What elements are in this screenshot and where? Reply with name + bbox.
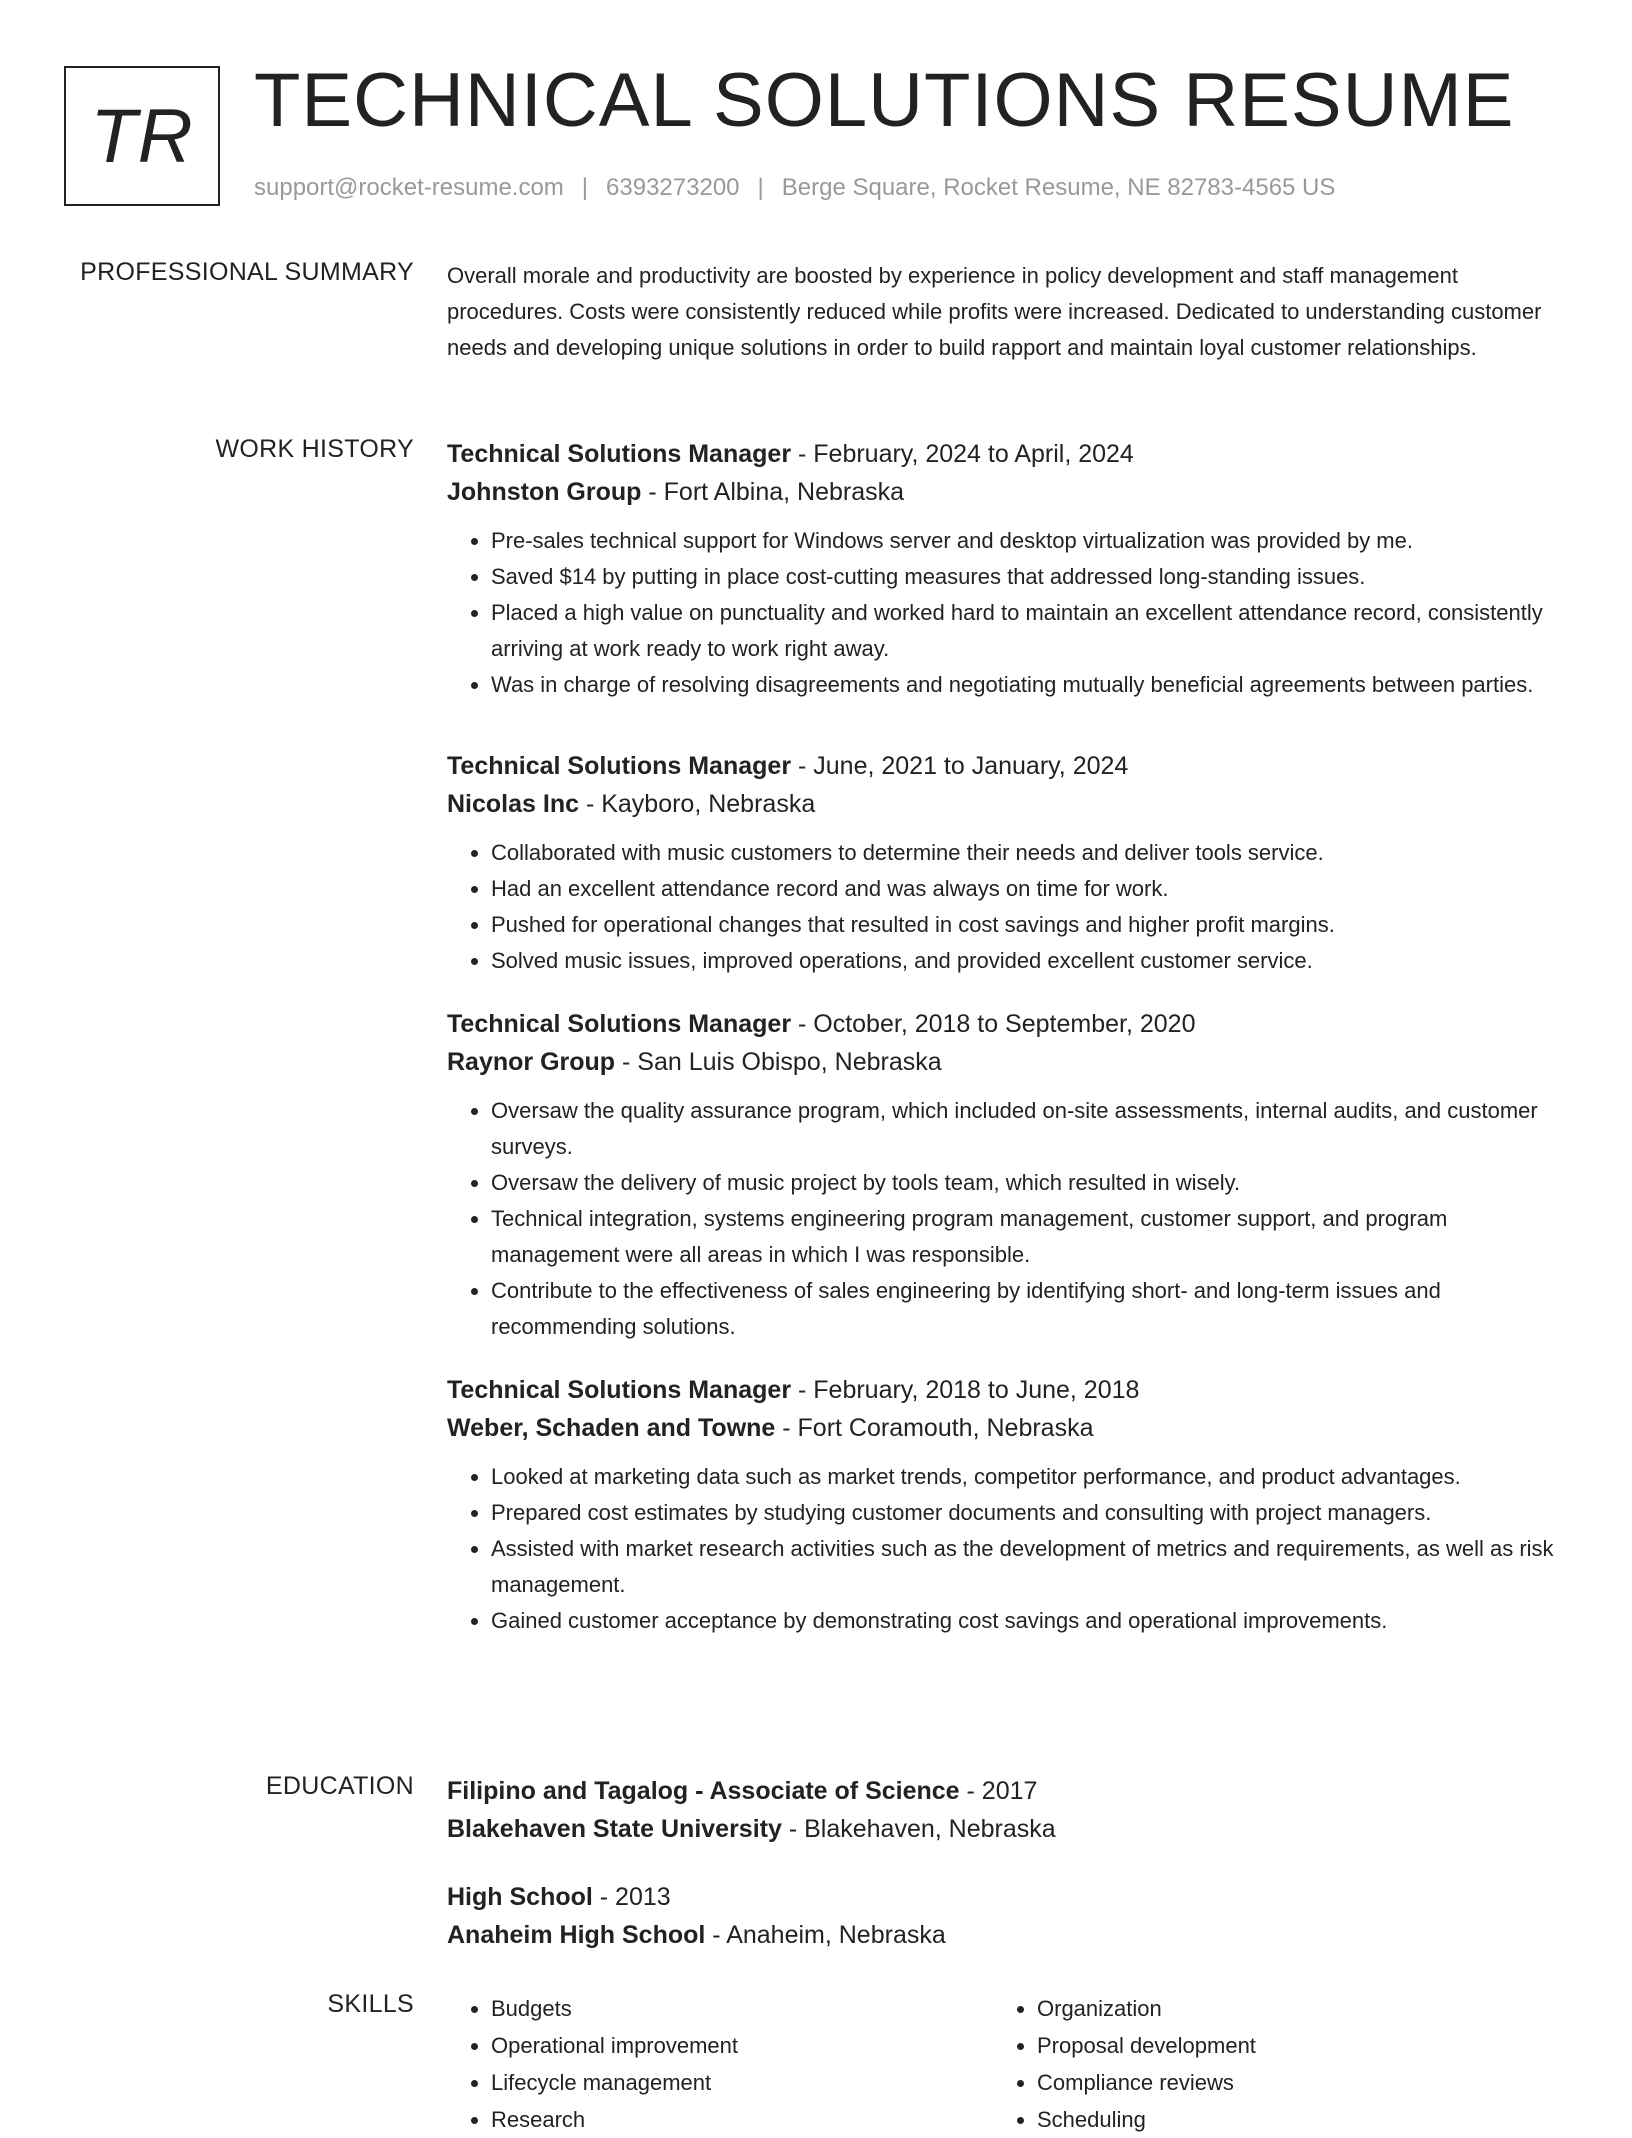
job-bullet: • Collaborated with music customers to determine their needs and deliver tools service. [491, 835, 1567, 871]
job-bullet: • Oversaw the delivery of music project by tools team, which resulted in wisely. [491, 1165, 1567, 1201]
edu-year: - 2013 [592, 1883, 671, 1911]
jobs-list [447, 435, 1567, 1665]
section-label-education: EDUCATION [265, 1772, 414, 1800]
skill-item: • Research [491, 2101, 997, 2138]
job-company: Weber, Schaden and Towne [447, 1414, 776, 1442]
skill-item: • Scheduling [1037, 2101, 1543, 2138]
job-dates: - June, 2021 to January, 2024 [791, 752, 1129, 780]
job-company-line [447, 473, 1567, 511]
skill-item: • Budgets [491, 1990, 997, 2027]
contact-address: Berge Square, Rocket Resume, NE 82783-4565 US [781, 174, 1336, 201]
job-entry [447, 747, 1567, 979]
contact-email: support@rocket-resume.com [254, 174, 564, 201]
job-location: - Fort Coramouth, Nebraska [775, 1414, 1094, 1442]
job-bullet: • Oversaw the quality assurance program, which included on-site assessments, internal audits, and customer surveys. [491, 1093, 1567, 1165]
edu-degree-line [447, 1878, 1567, 1916]
job-company: Raynor Group [447, 1048, 616, 1076]
job-bullet: • Saved $14 by putting in place cost-cutting measures that addressed long-standing issues. [491, 559, 1567, 595]
section-label-summary: PROFESSIONAL SUMMARY [80, 258, 414, 286]
skill-item: • Compliance reviews [1037, 2064, 1543, 2101]
job-company: Nicolas Inc [447, 790, 579, 818]
edu-degree: Filipino and Tagalog - Associate of Science [447, 1777, 960, 1805]
job-dates: - October, 2018 to September, 2020 [791, 1010, 1196, 1038]
edu-degree-line [447, 1772, 1567, 1810]
edu-location: - Blakehaven, Nebraska [781, 1815, 1056, 1843]
job-title: Technical Solutions Manager [447, 752, 792, 780]
skills-column [447, 1990, 997, 2138]
resume-title: TECHNICAL SOLUTIONS RESUME [254, 58, 1515, 143]
skill-item: • Lifecycle management [491, 2064, 997, 2101]
job-bullet: • Gained customer acceptance by demonstrating cost savings and operational improvements. [491, 1603, 1567, 1639]
job-title-line [447, 747, 1567, 785]
job-title-line [447, 435, 1567, 473]
edu-location: - Anaheim, Nebraska [705, 1921, 946, 1949]
job-bullet: • Solved music issues, improved operations, and provided excellent customer service. [491, 943, 1567, 979]
job-location: - Fort Albina, Nebraska [641, 478, 905, 506]
skill-item: • Operational improvement [491, 2027, 997, 2064]
contact-separator: | [581, 174, 589, 201]
edu-school: Anaheim High School [447, 1921, 706, 1949]
section-label-skills: SKILLS [327, 1990, 414, 2018]
skill-item: • Proposal development [1037, 2027, 1543, 2064]
job-bullets [447, 835, 1567, 979]
edu-year: - 2017 [959, 1777, 1038, 1805]
job-entry [447, 1005, 1567, 1345]
education-list [447, 1772, 1567, 1984]
job-bullet: • Prepared cost estimates by studying customer documents and consulting with project managers. [491, 1495, 1567, 1531]
edu-school-line [447, 1810, 1567, 1848]
job-company-line [447, 785, 1567, 823]
job-bullet: • Technical integration, systems engineering program management, customer support, and program management were all areas in which I was responsible. [491, 1201, 1567, 1273]
summary-text: Overall morale and productivity are boosted by experience in policy development and staff management procedures. Costs were consistently reduced while profits were increased. Dedicated to understanding customer needs and developing unique solutions in order to build rapport and maintain loyal customer relationships. [447, 263, 1542, 360]
job-entry [447, 1371, 1567, 1639]
contact-separator: | [757, 174, 764, 201]
edu-school-line [447, 1916, 1567, 1954]
job-bullet: • Looked at marketing data such as market trends, competitor performance, and product advantages. [491, 1459, 1567, 1495]
job-bullet: • Contribute to the effectiveness of sales engineering by identifying short- and long-term issues and recommending solutions. [491, 1273, 1567, 1345]
job-bullets [447, 1093, 1567, 1345]
job-dates: - February, 2018 to June, 2018 [791, 1376, 1140, 1404]
skills-column [997, 1990, 1543, 2138]
contact-line [254, 174, 1335, 202]
job-location: - Kayboro, Nebraska [579, 790, 816, 818]
job-bullet: • Placed a high value on punctuality and worked hard to maintain an excellent attendance record, consistently arriving at work ready to work right away. [491, 595, 1567, 667]
job-bullet: • Was in charge of resolving disagreements and negotiating mutually beneficial agreements between parties. [491, 667, 1567, 703]
job-bullets [447, 523, 1567, 703]
job-dates: - February, 2024 to April, 2024 [791, 440, 1134, 468]
job-company: Johnston Group [447, 478, 642, 506]
job-bullet: • Pushed for operational changes that resulted in cost savings and higher profit margins. [491, 907, 1567, 943]
job-company-line [447, 1409, 1567, 1447]
job-bullet: • Pre-sales technical support for Windows server and desktop virtualization was provided by me. [491, 523, 1567, 559]
job-title: Technical Solutions Manager [447, 440, 792, 468]
job-location: - San Luis Obispo, Nebraska [615, 1048, 942, 1076]
job-title-line [447, 1371, 1567, 1409]
job-bullets [447, 1459, 1567, 1639]
monogram-badge: TR [64, 66, 220, 206]
skills-list [447, 1990, 1567, 2138]
contact-phone: 6393273200 [606, 174, 740, 201]
edu-degree: High School [447, 1883, 593, 1911]
job-title: Technical Solutions Manager [447, 1376, 792, 1404]
edu-school: Blakehaven State University [447, 1815, 782, 1843]
job-entry [447, 435, 1567, 703]
skill-item: • Organization [1037, 1990, 1543, 2027]
job-bullet: • Had an excellent attendance record and was always on time for work. [491, 871, 1567, 907]
job-bullet: • Assisted with market research activities such as the development of metrics and requirements, as well as risk management. [491, 1531, 1567, 1603]
job-title: Technical Solutions Manager [447, 1010, 792, 1038]
education-entry [447, 1772, 1567, 1848]
education-entry [447, 1878, 1567, 1954]
job-company-line [447, 1043, 1567, 1081]
section-label-work-history: WORK HISTORY [215, 435, 414, 463]
job-title-line [447, 1005, 1567, 1043]
